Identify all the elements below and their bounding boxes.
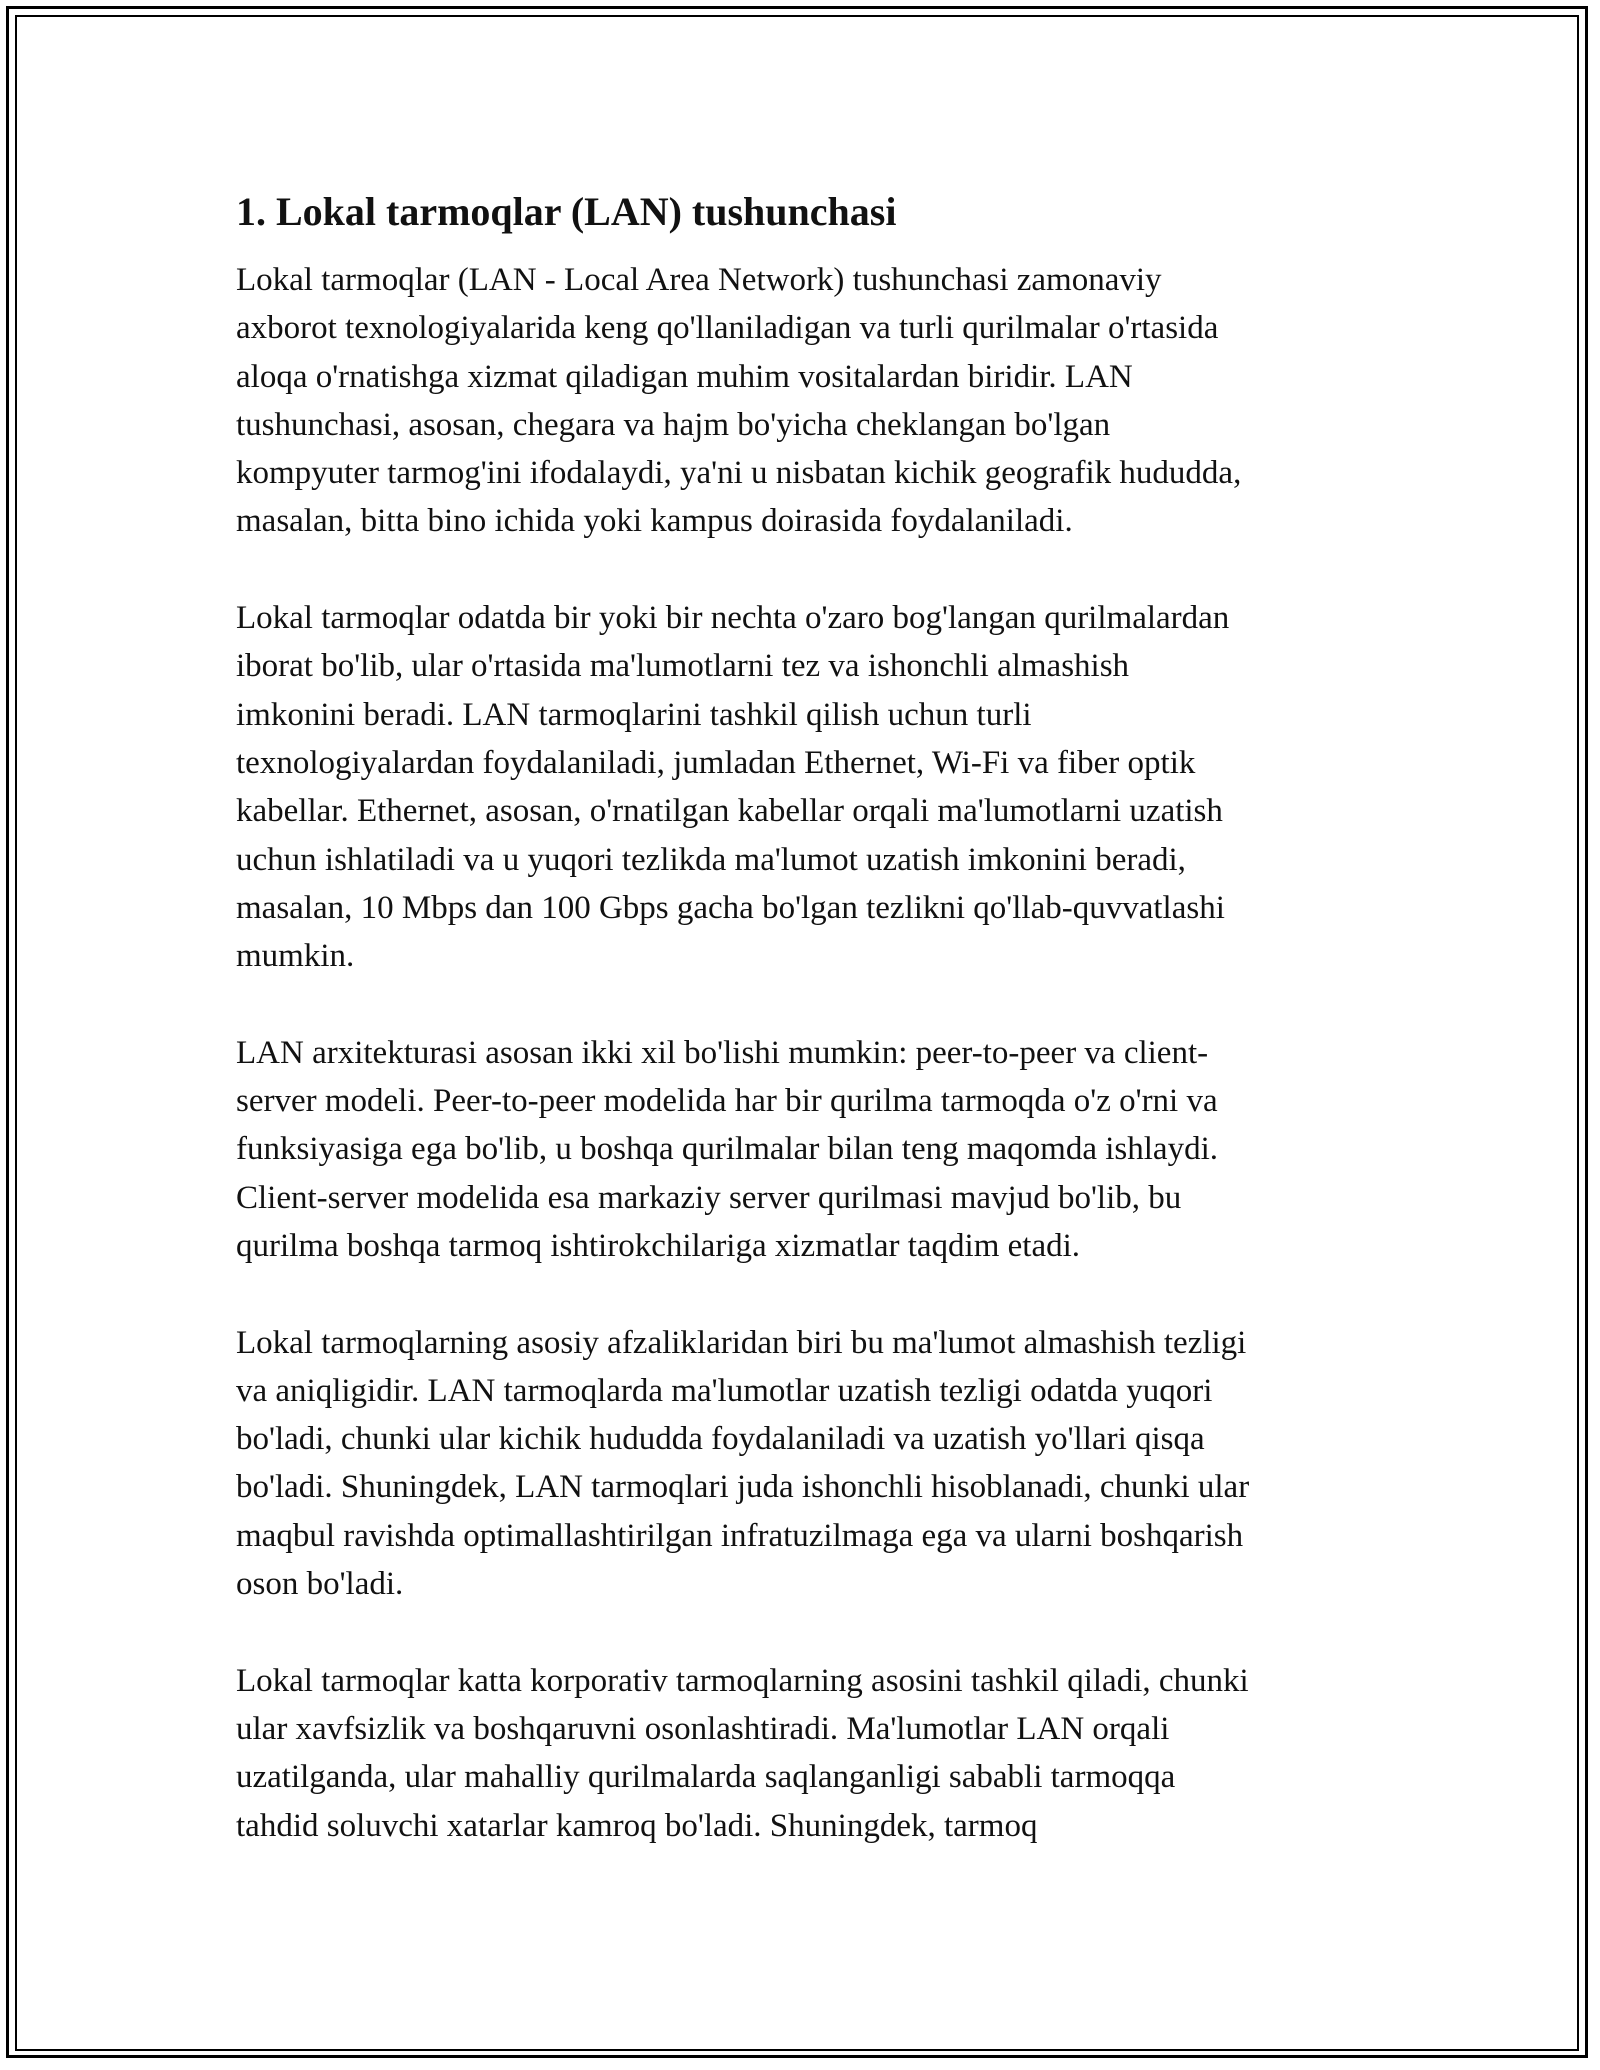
text-line: bo'ladi. Shuningdek, LAN tarmoqlari juda ishonchli hisoblanadi, chunki ular: [236, 1469, 1250, 1506]
text-line: kompyuter tarmog'ini ifodalaydi, ya'ni u nisbatan kichik geografik hududda,: [236, 455, 1242, 492]
text-line: Lokal tarmoqlar (LAN - Local Area Network) tushunchasi zamonaviy: [236, 262, 1162, 298]
paragraph-2: [236, 594, 1376, 980]
paragraph-3: [236, 1029, 1376, 1270]
text-line: LAN arxitekturasi asosan ikki xil bo'lishi mumkin: peer-to-peer va client-: [236, 1034, 1209, 1071]
text-line: Lokal tarmoqlar odatda bir yoki bir nechta o'zaro bog'langan qurilmalardan: [236, 600, 1230, 637]
text-line: mumkin.: [236, 938, 355, 975]
text-line: va aniqligidir. LAN tarmoqlarda ma'lumotlar uzatish tezligi odatda yuqori: [236, 1372, 1213, 1409]
text-line: Lokal tarmoqlarning asosiy afzaliklaridan biri bu ma'lumot almashish tezligi: [236, 1324, 1247, 1361]
text-line: server modeli. Peer-to-peer modelida har bir qurilma tarmoqda o'z o'rni va: [236, 1083, 1218, 1120]
text-line: Lokal tarmoqlar katta korporativ tarmoqlarning asosini tashkil qiladi, chunki: [236, 1662, 1249, 1699]
text-line: qurilma boshqa tarmoq ishtirokchilariga xizmatlar taqdim etadi.: [236, 1227, 1081, 1264]
text-line: axborot texnologiyalarida keng qo'llaniladigan va turli qurilmalar o'rtasida: [236, 310, 1219, 347]
text-line: maqbul ravishda optimallashtirilgan infratuzilmaga ega va ularni boshqarish: [236, 1517, 1244, 1554]
text-line: masalan, bitta bino ichida yoki kampus doirasida foydalaniladi.: [236, 503, 1073, 540]
text-line: kabellar. Ethernet, asosan, o'rnatilgan kabellar orqali ma'lumotlarni uzatish: [236, 793, 1223, 830]
text-line: masalan, 10 Mbps dan 100 Gbps gacha bo'lgan tezlikni qo'llab-quvvatlashi: [236, 889, 1225, 926]
paragraph-4: [236, 1319, 1376, 1609]
text-line: texnologiyalardan foydalaniladi, jumladan Ethernet, Wi-Fi va fiber optik: [236, 744, 1196, 781]
text-line: oson bo'ladi.: [236, 1566, 404, 1603]
text-line: uzatilganda, ular mahalliy qurilmalarda saqlanganligi sababli tarmoqqa: [236, 1759, 1176, 1796]
document-body: [236, 186, 1376, 1898]
text-line: aloqa o'rnatishga xizmat qiladigan muhim vositalardan biridir. LAN: [236, 358, 1133, 395]
text-line: funksiyasiga ega bo'lib, u boshqa qurilmalar bilan teng maqomda ishlaydi.: [236, 1131, 1218, 1168]
text-line: tushunchasi, asosan, chegara va hajm bo'yicha cheklangan bo'lgan: [236, 406, 1111, 443]
text-line: imkonini beradi. LAN tarmoqlarini tashkil qilish uchun turli: [236, 696, 1032, 733]
text-line: uchun ishlatiladi va u yuqori tezlikda ma'lumot uzatish imkonini beradi,: [236, 841, 1186, 878]
paragraph-5: [236, 1657, 1376, 1850]
text-line: iborat bo'lib, ular o'rtasida ma'lumotlarni tez va ishonchli almashish: [236, 648, 1130, 685]
text-line: tahdid soluvchi xatarlar kamroq bo'ladi. Shuningdek, tarmoq: [236, 1807, 1038, 1844]
text-line: ular xavfsizlik va boshqaruvni osonlashtiradi. Ma'lumotlar LAN orqali: [236, 1710, 1170, 1747]
text-line: Client-server modelida esa markaziy server qurilmasi mavjud bo'lib, bu: [236, 1179, 1182, 1216]
text-line: bo'ladi, chunki ular kichik hududda foydalaniladi va uzatish yo'llari qisqa: [236, 1421, 1205, 1458]
paragraph-1: [236, 256, 1376, 546]
section-title: 1. Lokal tarmoqlar (LAN) tushunchasi: [236, 189, 897, 234]
